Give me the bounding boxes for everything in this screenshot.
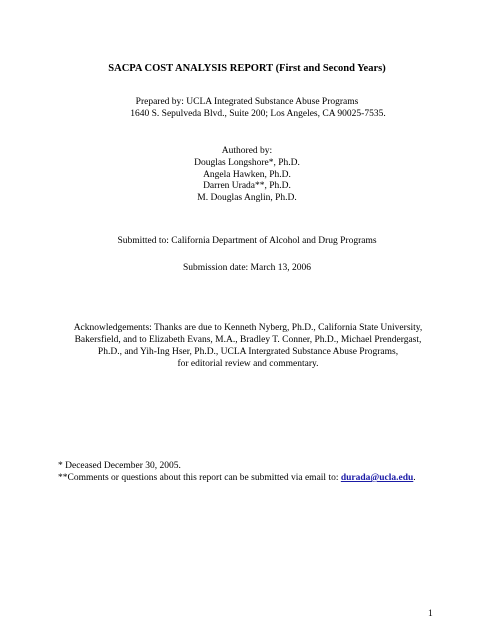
address-line: 1640 S. Sepulveda Blvd., Suite 200; Los Angeles, CA 90025-7535. [130,109,386,119]
footnote-deceased: * Deceased December 30, 2005. [58,461,181,471]
author-name: M. Douglas Anglin, Ph.D. [197,193,297,204]
acknowledgements-line: Bakersfield, and to Elizabeth Evans, M.A., Bradley T. Conner, Ph.D., Michael Prendergast, [74,335,422,345]
authored-by-label: Authored by: [221,146,273,156]
authored-by-block [0,146,494,205]
prepared-by-block [0,96,494,120]
submission-date: Submission date: March 13, 2006 [183,263,311,273]
acknowledgements-block [62,322,434,370]
author-name: Douglas Longshore*, Ph.D. [194,157,300,168]
author-name: Darren Urada**, Ph.D. [203,181,291,192]
footnote-contact-period: . [413,473,416,483]
page-number: 1 [428,609,433,619]
submitted-to: Submitted to: California Department of Alcohol and Drug Programs [117,236,377,246]
report-title: SACPA COST ANALYSIS REPORT (First and Second Years) [108,63,386,74]
email-link[interactable]: durada@ucla.edu [340,473,414,483]
author-name: Angela Hawken, Ph.D. [203,169,291,180]
acknowledgements-line: for editorial review and commentary. [177,359,319,369]
footnote-contact [58,472,458,484]
footnotes-block [58,460,458,484]
prepared-by-line: Prepared by: UCLA Integrated Substance Abuse Programs [135,97,359,107]
footnote-contact-text: **Comments or questions about this report can be submitted via email to: [58,473,341,483]
acknowledgements-line: Ph.D., and Yih-Ing Hser, Ph.D., UCLA Intergrated Substance Abuse Programs, [97,347,399,357]
acknowledgements-line: Acknowledgements: Thanks are due to Kenneth Nyberg, Ph.D., California State University, [73,323,423,333]
